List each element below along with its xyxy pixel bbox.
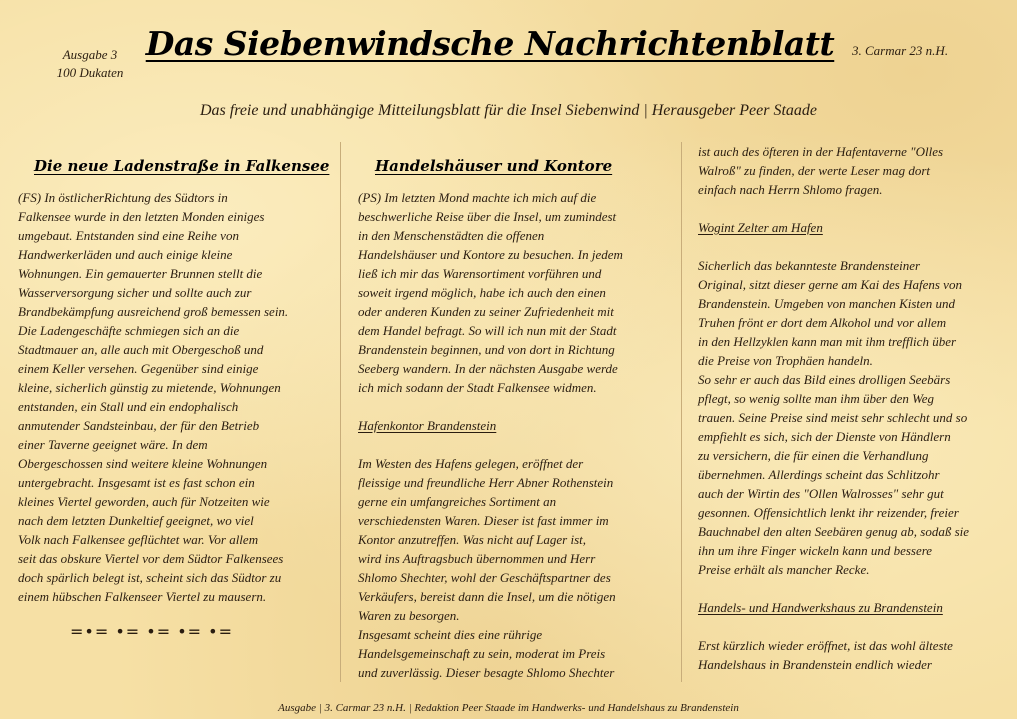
article-body: (FS) In östlicherRichtung des Südtors in Falkensee wurde in den letzten Monden einiges umgebaut. Entstanden sind eine Reihe von Handwerkerläden und auch einige kleine Wohnungen. Ein gemauerter Brunnen stellt die Wasserversorgung sicher und sollte auch zur Brandbekämpfung ausreichend groß bemessen sein. Die Ladengeschäfte schmiegen sich an die Stadtmauer an, alle auch mit Obergeschoß und einem Keller versehen. Gegenüber sind einige kleine, sicherlich günstig zu mietende, Wohnungen entstanden, ein Stall und ein endophalisch anmutender Sandsteinbau, der für den Betrieb einer Taverne geeignet wäre. In dem Obergeschossen sind weitere kleine Wohnungen untergebracht. Insgesamt ist es fast schon ein kleines Viertel geworden, auch für Notzeiten wie nach dem letzten Dunkeltief geeignet, wo viel Volk nach Falkensee geflüchtet war. Vor allem seit das obskure Viertel vor dem Südtor Falkensees doch spärlich belegt ist, scheint sich das Südtor zu einem hübschen Falkenseer Viertel zu mausern.	[18, 190, 289, 604]
article-heading-handelshaeuser: Handelshäuser und Kontore	[375, 157, 613, 175]
article-body: Sicherlich das bekannteste Brandensteiner Original, sitzt dieser gerne am Kai des Hafens von Brandenstein. Umgeben von manchen Kisten und Truhen frönt er dort dem Alkohol und vor allem in den Hellzyklen kann man mit ihm trefflich über die Preise von Trophäen handeln. So sehr er auch das Bild eines drolligen Seebärs pflegt, so wenig sollte man ihm über den Weg trauen. Seine Preise sind meist sehr schlecht und so empfiehlt es sich, sich der Dienste von Händlern zu versichern, die für einen die Verhandlung übernehmen. Allerdings scheint das Schlitzohr auch der Wirtin des "Ollen Walrosses" sehr gut gesonnen. Offensichtlich lenkt ihr reizender, freier Bauchnabel den alten Seebären genug ab, sodaß sie ihn um ihre Finger wickeln kann und bessere Preise erhält als mancher Recke.	[698, 258, 970, 577]
newspaper-title: Das Siebenwindsche Nachrichtenblatt	[145, 24, 835, 63]
column-divider-2	[681, 142, 682, 682]
article-body: Im Westen des Hafens gelegen, eröffnet der fleissige und freundliche Herr Abner Rothenstein gerne ein umfangreiches Sortiment an verschiedensten Waren. Dieser ist fast immer im Kontor anzutreffen. Was nicht auf Lager ist, wird ins Auftragsbuch übernommen und Herr Shlomo Shechter, wohl der Geschäftspartner des Verkäufers, bereist dann die Insel, um die nötigen Waren zu besorgen. Insgesamt scheint dies eine rührige Handelsgemeinschaft zu sein, moderat im Preis und zuverlässig. Dieser besagte Shlomo Shechter	[358, 456, 616, 680]
edition-info	[45, 46, 135, 82]
article-continuation	[698, 142, 1008, 674]
article-heading-ladenstrasse: Die neue Ladenstraße in Falkensee	[34, 157, 330, 175]
article-handelshaeuser	[358, 188, 673, 682]
article-intro: ist auch des öfteren in der Hafentaverne "Olles Walroß" zu finden, der werte Leser mag dort einfach nach Herrn Shlomo fragen.	[698, 144, 944, 197]
edition-number: Ausgabe 3	[62, 47, 118, 62]
article-body: Erst kürzlich wieder eröffnet, ist das wohl älteste Handelshaus in Brandenstein endlich wieder	[698, 638, 953, 672]
column-divider-1	[340, 142, 341, 682]
section-heading-wogint: Wogint Zelter am Hafen	[698, 220, 823, 235]
issue-date: 3. Carmar 23 n.H.	[852, 43, 949, 58]
article-intro: (PS) Im letzten Mond machte ich mich auf die beschwerliche Reise über die Insel, um zumindest in den Menschenstädten die offenen Handelshäuser und Kontore zu besuchen. In jedem ließ ich mir das Warensortiment vorführen und soweit irgend möglich, habe ich auch den einen oder anderen Kunden zu seiner Zufriedenheit mit dem Handel befragt. So will ich nun mit der Stadt Brandenstein beginnen, und von dort in Richtung Seeberg wandern. In der nächsten Ausgabe werde ich mich sodann der Stadt Falkensee widmen.	[358, 190, 623, 395]
article-ladenstrasse	[18, 188, 328, 606]
newspaper-subtitle: Das freie und unabhängige Mitteilungsblatt für die Insel Siebenwind | Herausgeber Peer Staade	[199, 102, 818, 119]
page-footer: Ausgabe | 3. Carmar 23 n.H. | Redaktion Peer Staade im Handwerks- und Handelshaus zu Brandenstein	[278, 702, 739, 714]
section-heading-handelshaus: Handels- und Handwerkshaus zu Brandenstein	[698, 600, 943, 615]
section-heading-hafenkontor: Hafenkontor Brandenstein	[358, 418, 497, 433]
ornament-divider: =•= •= •= •= •=	[70, 622, 233, 641]
edition-price: 100 Dukaten	[56, 65, 124, 80]
